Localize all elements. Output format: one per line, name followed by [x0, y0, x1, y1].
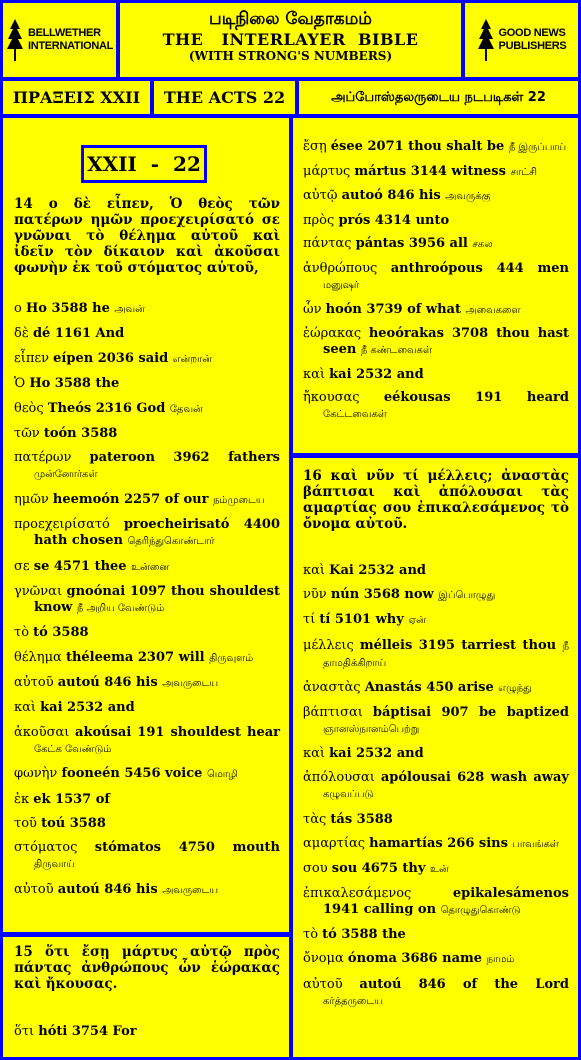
- tree-icon: [477, 17, 495, 63]
- word-gloss: eípen 2036 said: [53, 350, 173, 366]
- greek-word: ὄνομα: [303, 951, 348, 967]
- book-english: THE ACTS 22: [154, 81, 295, 114]
- word-gloss: akoúsai 191 shouldest hear: [75, 724, 281, 740]
- word-entry: [303, 587, 569, 604]
- tamil-gloss: நீ கண்டவைகள்: [360, 345, 432, 357]
- word-gloss: hamartías 266 sins: [369, 835, 513, 851]
- word-entry: [303, 836, 569, 853]
- word-gloss: se 4571 thee: [33, 558, 132, 574]
- greek-word: πρὸς: [303, 212, 339, 228]
- word-gloss: pántas 3956 all: [355, 236, 473, 252]
- greek-word: αὐτοῦ: [14, 881, 58, 897]
- greek-word: ὧν: [303, 301, 326, 317]
- word-gloss: proecheirisató 4400 hath chosen: [34, 517, 280, 549]
- word-entry: [303, 812, 569, 828]
- verse15-entries-right: [303, 139, 569, 431]
- greek-word: καὶ: [303, 746, 330, 762]
- greek-word: ἐπικαλεσάμενος: [303, 886, 453, 902]
- greek-word: νῦν: [303, 587, 331, 603]
- greek-word: ημῶν: [14, 491, 53, 507]
- greek-word: καὶ: [303, 366, 330, 382]
- word-entry: [303, 861, 569, 878]
- word-entry: [303, 188, 569, 205]
- word-gloss: kai 2532 and: [40, 700, 135, 716]
- word-gloss: autoú 846 his: [57, 675, 163, 691]
- greek-word: ὅτι: [14, 1024, 39, 1039]
- word-gloss: gnoónai 1097 thou shouldest know: [34, 583, 280, 615]
- greek-word: ἐκ: [14, 791, 34, 807]
- chapter-ref: XXII - 22: [81, 145, 207, 183]
- greek-word: ἤκουσας: [303, 390, 384, 406]
- word-entry: [303, 977, 569, 1010]
- tamil-gloss: கர்த்தருடைய: [323, 995, 383, 1007]
- word-entry: [14, 376, 280, 392]
- greek-word: σε: [14, 558, 34, 574]
- word-gloss: kai 2532 and: [329, 366, 424, 382]
- word-entry: [303, 612, 569, 629]
- word-entry: [303, 746, 569, 762]
- tamil-gloss: நீ அறிய வேண்டும்: [76, 602, 165, 614]
- verse15-text: 15 ὅτι ἔσῃ μάρτυς αὐτῷ πρὸς πάντας ἀνθρώπους ὧν ἑώρακας καὶ ἤκουσας.: [14, 944, 280, 992]
- greek-word: αὐτῷ: [303, 188, 342, 204]
- greek-word: πατέρων: [14, 450, 90, 466]
- tamil-gloss: தெரிந்துகொண்டார்: [127, 536, 215, 548]
- word-entry: [14, 725, 280, 758]
- word-entry: [14, 650, 280, 667]
- word-gloss: ek 1537 of: [33, 791, 111, 807]
- word-entry: [14, 492, 280, 509]
- word-entry: [14, 675, 280, 692]
- greek-word: τί: [303, 612, 320, 628]
- word-entry: [303, 927, 569, 943]
- greek-word: τὰς: [303, 811, 331, 827]
- tamil-gloss: அவருக்கு: [445, 191, 491, 203]
- word-entry: [303, 951, 569, 968]
- word-entry: [14, 816, 280, 832]
- greek-word: αμαρτίας: [303, 835, 370, 851]
- word-entry: [303, 261, 569, 294]
- word-entry: [14, 1024, 280, 1040]
- verse16-text: 16 καὶ νῦν τί μέλλεις; ἀναστὰς βάπτισαι καὶ ἀπόλουσαι τὰς αμαρτίας σου ἐπικαλεσάμενος τὸ ὄνομα αὐτοῦ.: [303, 468, 569, 532]
- greek-word: καὶ: [303, 563, 330, 578]
- subtitle: (WITH STRONG'S NUMBERS): [188, 49, 393, 63]
- tamil-gloss: தேவன்: [169, 403, 203, 415]
- word-gloss: Theós 2316 God: [47, 400, 170, 416]
- greek-word: τὸ: [14, 625, 34, 641]
- word-entry: [14, 301, 280, 318]
- greek-word: αὐτοῦ: [14, 675, 58, 691]
- word-gloss: heoórakas 3708 thou hast seen: [323, 326, 569, 358]
- word-gloss: stómatos 4750 mouth: [94, 840, 280, 856]
- word-gloss: prós 4314 unto: [338, 212, 450, 228]
- tamil-gloss: எழுந்து: [498, 682, 532, 694]
- tamil-gloss: சகல: [472, 239, 493, 251]
- tamil-gloss: இப்பொழுது: [438, 590, 496, 602]
- word-gloss: tó 3588: [33, 625, 89, 641]
- tamil-gloss: அவன்: [114, 304, 145, 315]
- word-entry: [303, 139, 569, 156]
- tamil-gloss: மனுஷர்: [323, 279, 360, 291]
- tamil-gloss: நாமம்: [486, 954, 515, 966]
- tamil-gloss: தொழுதுகொண்டு: [440, 905, 521, 917]
- word-gloss: fooneén 5456 voice: [61, 766, 207, 782]
- left-logo: [3, 3, 116, 77]
- word-gloss: heemoón 2257 of our: [52, 491, 213, 507]
- word-entry: [14, 351, 280, 368]
- tamil-gloss: நீ தாமதிக்கிறாய்: [323, 640, 569, 669]
- greek-word: ἀκοῦσαι: [14, 724, 76, 740]
- word-gloss: théleema 2307 will: [65, 649, 210, 665]
- tamil-gloss: முன்னோர்கள்: [34, 469, 98, 481]
- word-entry: [14, 882, 280, 899]
- word-entry: [303, 886, 569, 919]
- word-entry: [14, 840, 280, 873]
- word-entry: [14, 326, 280, 342]
- word-entry: [14, 426, 280, 442]
- tamil-gloss: மொழி: [206, 769, 238, 781]
- word-gloss: eékousas 191 heard: [383, 390, 569, 406]
- greek-word: ἀναστὰς: [303, 679, 365, 695]
- word-gloss: tás 3588: [330, 811, 393, 827]
- word-gloss: autoú 846 his: [57, 881, 163, 897]
- word-gloss: báptisai 907 be baptized: [372, 704, 569, 720]
- tamil-gloss: கேட்டவைகள்: [323, 409, 387, 421]
- word-entry: [303, 680, 569, 697]
- greek-word: προεχειρίσατό: [14, 517, 124, 533]
- greek-word: θέλημα: [14, 649, 66, 665]
- word-gloss: epikalesámenos 1941 calling on: [323, 886, 569, 918]
- word-gloss: Ho 3588 the: [29, 376, 120, 392]
- greek-word: μάρτυς: [303, 163, 355, 179]
- greek-word: τοῦ: [14, 816, 42, 832]
- right-logo: [465, 3, 578, 77]
- word-gloss: mélleis 3195 tarriest thou: [359, 637, 563, 653]
- greek-word: ἀπόλουσαι: [303, 770, 381, 786]
- word-entry: [303, 302, 569, 319]
- word-gloss: toú 3588: [41, 816, 106, 832]
- word-entry: [14, 766, 280, 783]
- word-entry: [303, 236, 569, 253]
- greek-word: αὐτοῦ: [303, 976, 360, 992]
- verse15-entries-left: [14, 1024, 280, 1040]
- word-entry: [14, 792, 280, 808]
- tamil-gloss: நீ இருப்பாய்: [508, 142, 567, 153]
- tamil-gloss: சாட்சி: [510, 166, 538, 178]
- tamil-gloss: ஞானஸ்நானம்பெற்று: [323, 723, 420, 735]
- tamil-gloss: அவருடைய: [162, 884, 219, 896]
- tamil-gloss: திருவாய்: [34, 859, 75, 871]
- word-gloss: anthroópous 444 men: [390, 260, 569, 276]
- word-gloss: pateroon 3962 fathers: [89, 450, 281, 466]
- word-entry: [303, 390, 569, 423]
- greek-word: τῶν: [14, 425, 44, 441]
- greek-word: βάπτισαι: [303, 704, 373, 720]
- greek-word: εἶπεν: [14, 350, 54, 366]
- word-entry: [303, 213, 569, 229]
- tree-icon: [6, 17, 24, 63]
- tamil-gloss: நம்முடைய: [212, 494, 265, 506]
- title-tamil: படிநிலை வேதாகமம்: [209, 9, 372, 29]
- word-entry: [14, 584, 280, 617]
- word-entry: [14, 625, 280, 641]
- verse16-entries: [303, 563, 569, 1018]
- book-tamil: அப்போஸ்தலருடைய நடபடிகள் 22: [299, 81, 578, 114]
- word-gloss: autoú 846 of the Lord: [359, 976, 569, 992]
- word-entry: [14, 450, 280, 483]
- word-gloss: nún 3568 now: [330, 587, 439, 603]
- tamil-gloss: அவருடைய: [162, 678, 219, 690]
- word-entry: [303, 638, 569, 672]
- left-logo-line1: BELLWETHER: [27, 27, 101, 39]
- tamil-gloss: அவைகளை: [465, 304, 521, 316]
- greek-word: ο: [14, 301, 26, 316]
- word-gloss: tó 3588 the: [322, 927, 406, 943]
- word-gloss: ónoma 3686 name: [347, 951, 487, 967]
- word-entry: [303, 705, 569, 738]
- word-entry: [303, 326, 569, 359]
- greek-word: τὸ: [303, 927, 323, 943]
- word-gloss: hóti 3754 For: [38, 1024, 137, 1039]
- word-entry: [14, 700, 280, 716]
- word-entry: [14, 559, 280, 576]
- word-gloss: hoón 3739 of what: [325, 301, 466, 317]
- word-gloss: tí 5101 why: [319, 612, 409, 628]
- greek-word: ἑώρακας: [303, 326, 369, 342]
- word-entry: [303, 367, 569, 383]
- tamil-gloss: உன்: [429, 863, 449, 875]
- verse14-entries: [14, 301, 280, 907]
- word-gloss: Anastás 450 arise: [364, 679, 499, 695]
- left-logo-line2: INTERNATIONAL: [27, 40, 114, 52]
- tamil-gloss: கழுவப்படு: [323, 789, 374, 801]
- word-gloss: sou 4675 thy: [331, 860, 430, 876]
- greek-word: ἀνθρώπους: [303, 260, 391, 276]
- word-gloss: dé 1161 And: [32, 326, 125, 342]
- word-gloss: ésee 2071 thou shalt be: [330, 139, 509, 154]
- title-english: THE INTERLAYER BIBLE: [162, 30, 419, 49]
- word-entry: [14, 401, 280, 418]
- verse14-text: 14 ο δὲ εἶπεν, Ὁ θεὸς τῶν πατέρων ημῶν προεχειρίσατό σε γνῶναι τὸ θέλημα αὐτοῦ καὶ ἰδεῖν τὸν δίκαιον καὶ ἀκοῦσαι φωνὴν ἐκ τοῦ στόματος αὐτοῦ,: [14, 196, 280, 276]
- word-gloss: autoó 846 his: [341, 188, 446, 204]
- greek-word: γνῶναι: [14, 583, 67, 599]
- word-gloss: Kai 2532 and: [329, 563, 426, 578]
- page-header: [120, 3, 461, 77]
- greek-word: καὶ: [14, 700, 41, 716]
- tamil-gloss: உன்னை: [131, 561, 170, 573]
- greek-word: ἔσῃ: [303, 139, 331, 154]
- word-entry: [303, 164, 569, 181]
- greek-word: φωνὴν: [14, 766, 62, 782]
- right-logo-line1: GOOD NEWS: [498, 27, 566, 39]
- greek-word: δὲ: [14, 326, 33, 342]
- word-gloss: apólousai 628 wash away: [380, 770, 569, 786]
- word-entry: [303, 563, 569, 579]
- word-entry: [303, 770, 569, 803]
- book-greek: ΠΡΑΞΕΙΣ XXII: [3, 81, 150, 114]
- greek-word: θεὸς: [14, 400, 48, 416]
- word-gloss: toón 3588: [43, 425, 118, 441]
- word-entry: [14, 517, 280, 550]
- greek-word: σου: [303, 860, 332, 876]
- greek-word: πάντας: [303, 236, 356, 252]
- word-gloss: kai 2532 and: [329, 746, 424, 762]
- tamil-gloss: பாவங்கள்: [512, 838, 559, 850]
- word-gloss: Ho 3588 he: [25, 301, 115, 316]
- greek-word: μέλλεις: [303, 637, 360, 653]
- tamil-gloss: ஏன்: [408, 615, 426, 627]
- tamil-gloss: திருவுளம்: [209, 652, 254, 664]
- tamil-gloss: என்றான்: [172, 353, 212, 365]
- tamil-gloss: கேட்க வேண்டும்: [34, 743, 112, 755]
- right-logo-line2: PUBLISHERS: [498, 40, 567, 52]
- greek-word: Ὁ: [14, 376, 30, 392]
- greek-word: στόματος: [14, 840, 95, 856]
- word-gloss: mártus 3144 witness: [354, 163, 511, 179]
